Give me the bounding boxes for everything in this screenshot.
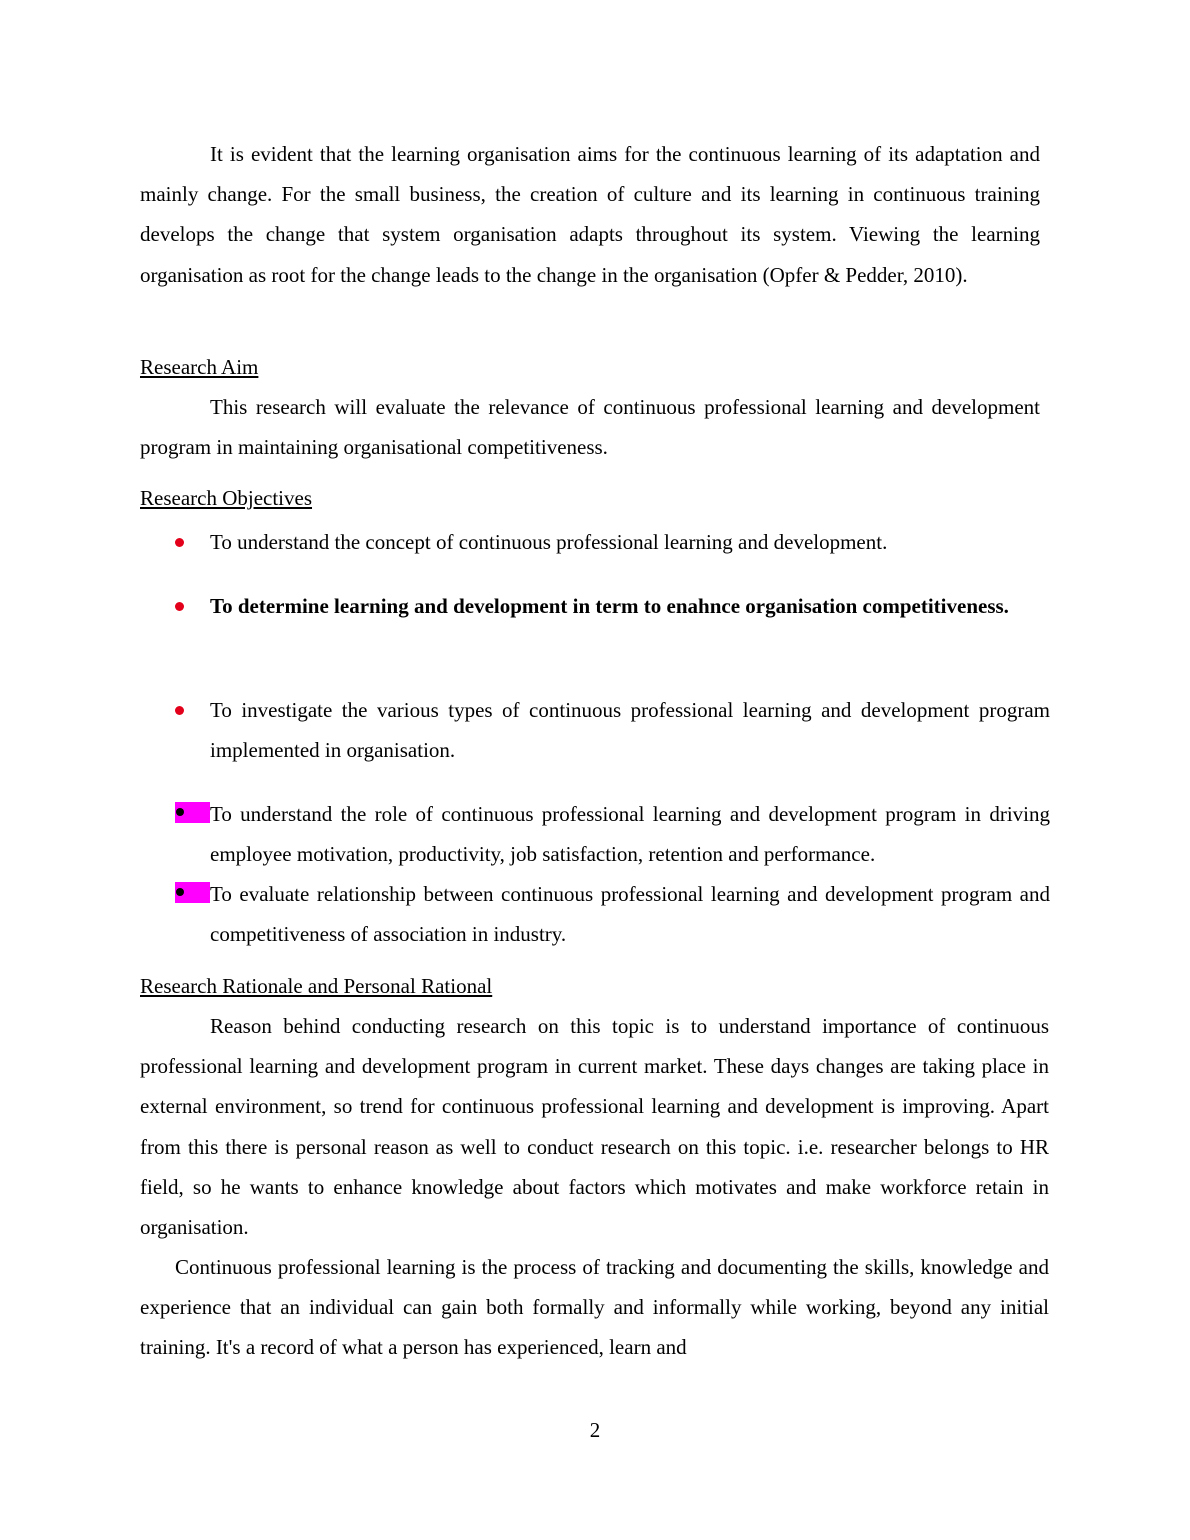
rationale-paragraph-1: Reason behind conducting research on this topic is to understand importance of continuous professional learning and development program in current market. These days changes are taking place in external environment, so trend for continuous professional learning and development is improving. Apart from this there is personal reason as well to conduct research on this topic. i.e. researcher belongs to HR field, so he wants to enhance knowledge about factors which motivates and make workforce retain in organisation. [140, 1014, 1049, 1240]
objective-text: To investigate the various types of continuous professional learning and development program implemented in organisation. [210, 698, 1050, 763]
red-bullet-icon [175, 706, 184, 715]
research-rationale-heading: Research Rationale and Personal Rational [140, 974, 493, 998]
research-aim-heading: Research Aim [140, 355, 259, 379]
page-number: 2 [589, 1418, 601, 1442]
research-aim-paragraph: This research will evaluate the relevance of continuous professional learning and development program in maintaining organisational competitiveness. [140, 395, 1040, 460]
highlighted-bullet-icon [175, 882, 210, 903]
intro-paragraph: It is evident that the learning organisation aims for the continuous learning of its adaptation and mainly change. For the small business, the creation of culture and its learning in continuous training develops the change that system organisation adapts throughout its system. Viewing the learning organisation as root for the change leads to the change in the organisation (Opfer & Pedder, 2010). [140, 142, 1040, 287]
objective-text: To understand the concept of continuous professional learning and development. [210, 530, 888, 554]
research-objectives-heading: Research Objectives [140, 486, 313, 510]
rationale-paragraph-2: Continuous professional learning is the process of tracking and documenting the skills, knowledge and experience that an individual can gain both formally and informally while working, beyond any initial training. It's a record of what a person has experienced, learn and [140, 1255, 1049, 1360]
objective-text: To understand the role of continuous professional learning and development program in driving employee motivation, productivity, job satisfaction, retention and performance. [210, 802, 1050, 867]
objective-text-bold: To determine learning and development in term to enahnce organisation competitiveness. [210, 594, 1009, 618]
objective-text: To evaluate relationship between continuous professional learning and development program and competitiveness of association in industry. [210, 882, 1050, 947]
highlighted-bullet-icon [175, 802, 210, 823]
red-bullet-icon [175, 538, 184, 547]
red-bullet-icon [175, 602, 184, 611]
